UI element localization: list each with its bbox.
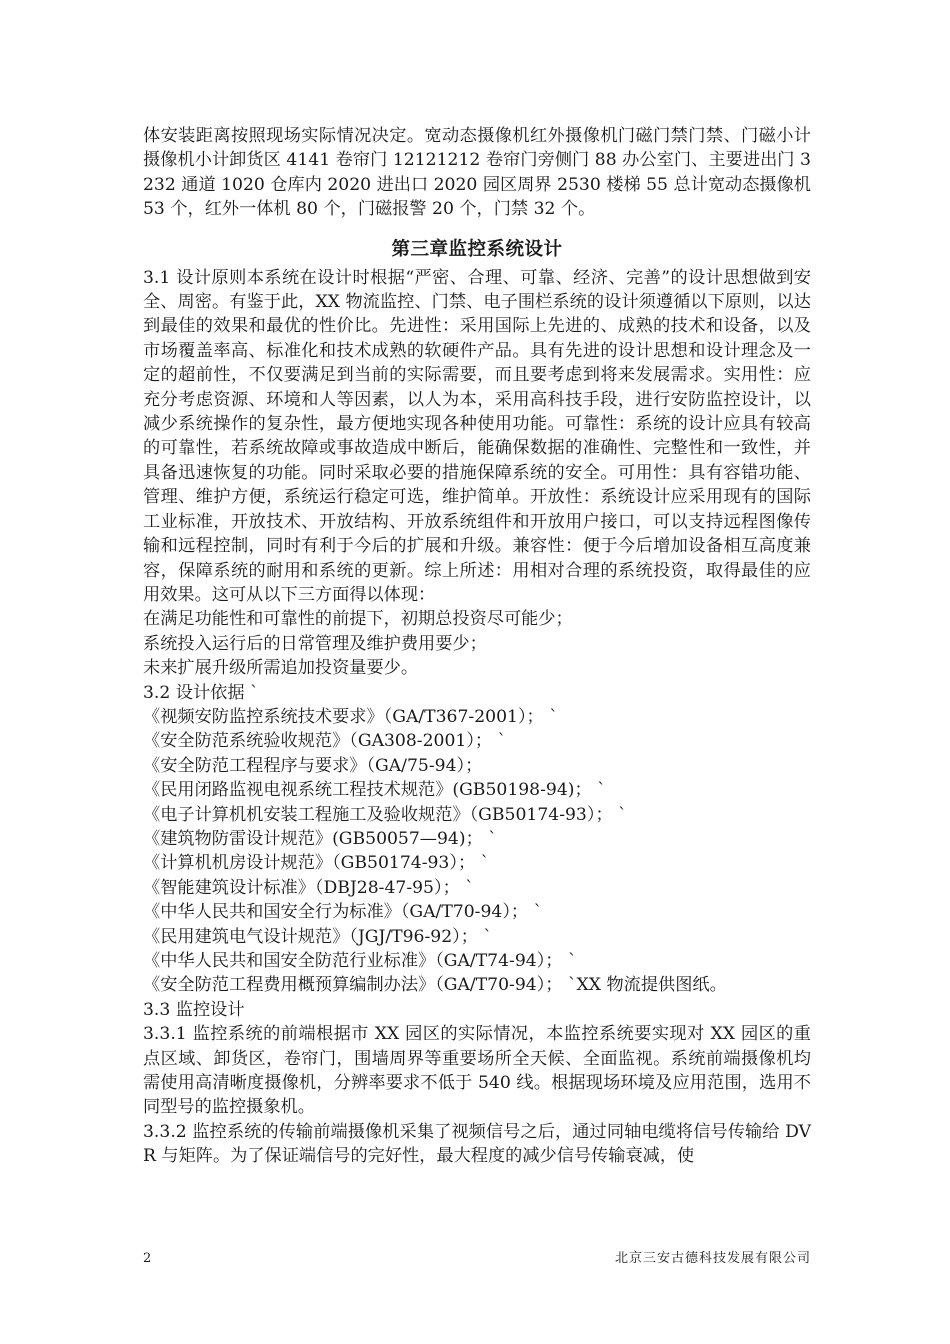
standard-item: 《电子计算机机安装工程施工及验收规范》（GB50174-93）； ` xyxy=(143,804,627,825)
section-3-2-heading: 3.2 设计依据 ` xyxy=(143,682,259,703)
section-3-3-1-paragraph: 3.3.1 监控系统的前端根据市 XX 园区的实际情况，本监控系统要实现对 XX 园区的重点区域、卸货区，卷帘门，围墙周界等重要场所全天候、全面监视。系统前端摄像机均需使用高清晰度摄像机，分辨率要求不低于 540 线。根据现场环境及应用范围，选用不同型号的监控摄象机。 xyxy=(143,1024,811,1118)
document-page xyxy=(143,124,811,1169)
intro-paragraph: 体安装距离按照现场实际情况决定。宽动态摄像机红外摄像机门磁门禁门禁、门磁小计摄像机小计卸货区 4141 卷帘门 12121212 卷帘门旁侧门 88 办公室门、主要进出门 3232 通道 1020 仓库内 2020 进出口 2020 园区周界 2530 楼梯 55 总计宽动态摄像机 53 个，红外一体机 80 个，门磁报警 20 个，门禁 32 个。 xyxy=(143,126,811,220)
standard-item: 《安全防范系统验收规范》（GA308-2001）； ` xyxy=(143,731,507,752)
standard-item: 《中华人民共和国安全行为标准》（GA/T70-94）； ` xyxy=(143,902,543,923)
standard-item: 《视频安防监控系统技术要求》（GA/T367-2001）； ` xyxy=(143,706,558,727)
standard-item: 《建筑物防雷设计规范》(GB50057—94)； ` xyxy=(143,828,497,849)
principle-point: 系统投入运行后的日常管理及维护费用要少； xyxy=(143,633,487,654)
standard-item: 《计算机机房设计规范》（GB50174-93）； ` xyxy=(143,853,490,874)
standard-item: 《安全防范工程程序与要求》（GA/75-94）； xyxy=(143,755,483,776)
standard-item: 《智能建筑设计标准》（DBJ28-47-95）； ` xyxy=(143,877,474,898)
standard-item: 《中华人民共和国安全防范行业标准》（GA/T74-94）； ` xyxy=(143,951,577,971)
page-number: 2 xyxy=(143,1251,152,1266)
section-3-3-heading: 3.3 监控设计 xyxy=(143,999,245,1020)
principle-point: 在满足功能性和可靠性的前提下，初期总投资尽可能少； xyxy=(143,609,573,630)
standard-item: 《安全防范工程费用概预算编制办法》（GA/T70-94）； `XX 物流提供图纸。 xyxy=(143,975,727,996)
section-3-1-paragraph: 3.1 设计原则本系统在设计时根据“严密、合理、可靠、经济、完善”的设计思想做到安全、周密。有鉴于此，XX 物流监控、门禁、电子围栏系统的设计须遵循以下原则，以达到最佳的效果和最优的性价比。先进性：采用国际上先进的、成熟的技术和设备，以及市场覆盖率高、标准化和技术成熟的软硬件产品。具有先进的设计思想和设计理念及一定的超前性，不仅要满足到当前的实际需要，而且要考虑到将来发展需求。实用性：应充分考虑资源、环境和人等因素，以人为本，采用高科技手段，进行安防监控设计，以减少系统操作的复杂性，最方便地实现各种使用功能。可靠性：系统的设计应具有较高的可靠性，若系统故障或事故造成中断后，能确保数据的准确性、完整性和一致性，并具备迅速恢复的功能。同时采取必要的措施保障系统的安全。可用性：具有容错功能、管理、维护方便，系统运行稳定可选，维护简单。开放性：系统设计应采用现有的国际工业标准，开放技术、开放结构、开放系统组件和开放用户接口，可以支持远程图像传输和远程控制，同时有利于今后的扩展和升级。兼容性：便于今后增加设备相互高度兼容，保障系统的耐用和系统的更新。综上所述：用相对合理的系统投资，取得最佳的应用效果。这可从以下三方面得以体现： xyxy=(143,267,811,605)
page-footer xyxy=(143,1250,811,1268)
principle-point: 未来扩展升级所需追加投资量要少。 xyxy=(143,658,419,679)
standard-item: 《民用闭路监视电视系统工程技术规范》(GB50198-94)； ` xyxy=(143,780,606,801)
standard-item: 《民用建筑电气设计规范》（JGJ/T96-92）； ` xyxy=(143,926,492,947)
chapter-title: 第三章监控系统设计 xyxy=(391,238,563,260)
company-name: 北京三安古德科技发展有限公司 xyxy=(614,1251,811,1266)
section-3-3-2-paragraph: 3.3.2 监控系统的传输前端摄像机采集了视频信号之后，通过同轴电缆将信号传输给 DVR 与矩阵。为了保证端信号的完好性，最大程度的减少信号传输衰减，使 xyxy=(143,1121,811,1167)
